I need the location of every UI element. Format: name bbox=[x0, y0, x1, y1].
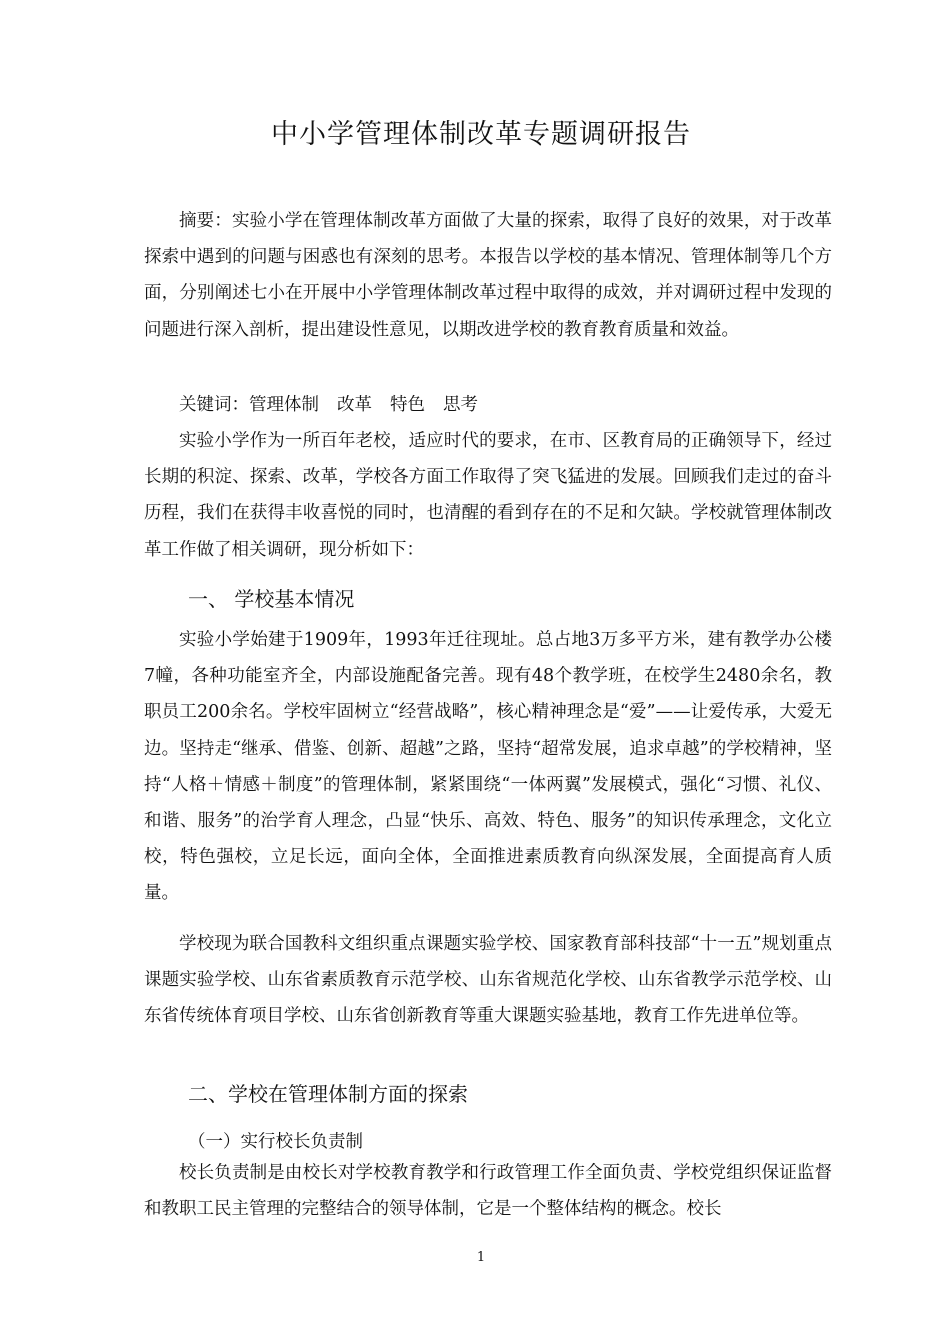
section1-paragraph-2: 学校现为联合国教科文组织重点课题实验学校、国家教育部科技部“十一五”规划重点课题实验学校、山东省素质教育示范学校、山东省规范化学校、山东省教学示范学校、山东省传统体育项目学校、山东省创新教育等重大课题实验基地，教育工作先进单位等。 bbox=[144, 934, 832, 1027]
keyword-term: 改革 bbox=[337, 395, 372, 415]
keyword-term: 特色 bbox=[390, 395, 425, 415]
page-number: 1 bbox=[476, 1250, 486, 1265]
keywords-label: 关键词： bbox=[179, 395, 249, 415]
subsection-heading-principal: （一）实行校长负责制 bbox=[188, 1132, 363, 1152]
keyword-term: 管理体制 bbox=[249, 395, 319, 415]
section-heading-basic-info: 一、 学校基本情况 bbox=[188, 587, 355, 611]
keywords-line bbox=[144, 387, 832, 423]
section2-paragraph-1: 校长负责制是由校长对学校教育教学和行政管理工作全面负责、学校党组织保证监督和教职工民主管理的完整结合的领导体制，它是一个整体结构的概念。校长 bbox=[144, 1163, 832, 1220]
document-title: 中小学管理体制改革专题调研报告 bbox=[271, 119, 691, 150]
section1-paragraph-1: 实验小学始建于1909年，1993年迁往现址。总占地3万多平方米，建有教学办公楼7幢，各种功能室齐全，内部设施配备完善。现有48个教学班，在校学生2480余名，教职员工200余名。学校牢固树立“经营战略”，核心精神理念是“爱”——让爱传承，大爱无边。坚持走“继承、借鉴、创新、超越”之路，坚持“超常发展，追求卓越”的学校精神，坚持“人格＋情感＋制度”的管理体制，紧紧围绕“一体两翼”发展模式，强化“习惯、礼仪、和谐、服务”的治学育人理念，凸显“快乐、高效、特色、服务”的知识传承理念，文化立校，特色强校，立足长远，面向全体，全面推进素质教育向纵深发展，全面提高育人质量。 bbox=[144, 630, 832, 904]
section-heading-management: 二、学校在管理体制方面的探索 bbox=[188, 1082, 468, 1106]
abstract-paragraph: 摘要：实验小学在管理体制改革方面做了大量的探索，取得了良好的效果，对于改革探索中遇到的问题与困惑也有深刻的思考。本报告以学校的基本情况、管理体制等几个方面，分别阐述七小在开展中小学管理体制改革过程中取得的成效，并对调研过程中发现的问题进行深入剖析，提出建设性意见，以期改进学校的教育教育质量和效益。 bbox=[144, 211, 832, 340]
intro-paragraph: 实验小学作为一所百年老校，适应时代的要求，在市、区教育局的正确领导下，经过长期的积淀、探索、改革，学校各方面工作取得了突飞猛进的发展。回顾我们走过的奋斗历程，我们在获得丰收喜悦的同时，也清醒的看到存在的不足和欠缺。学校就管理体制改革工作做了相关调研，现分析如下： bbox=[144, 431, 832, 560]
keyword-term: 思考 bbox=[443, 395, 478, 415]
